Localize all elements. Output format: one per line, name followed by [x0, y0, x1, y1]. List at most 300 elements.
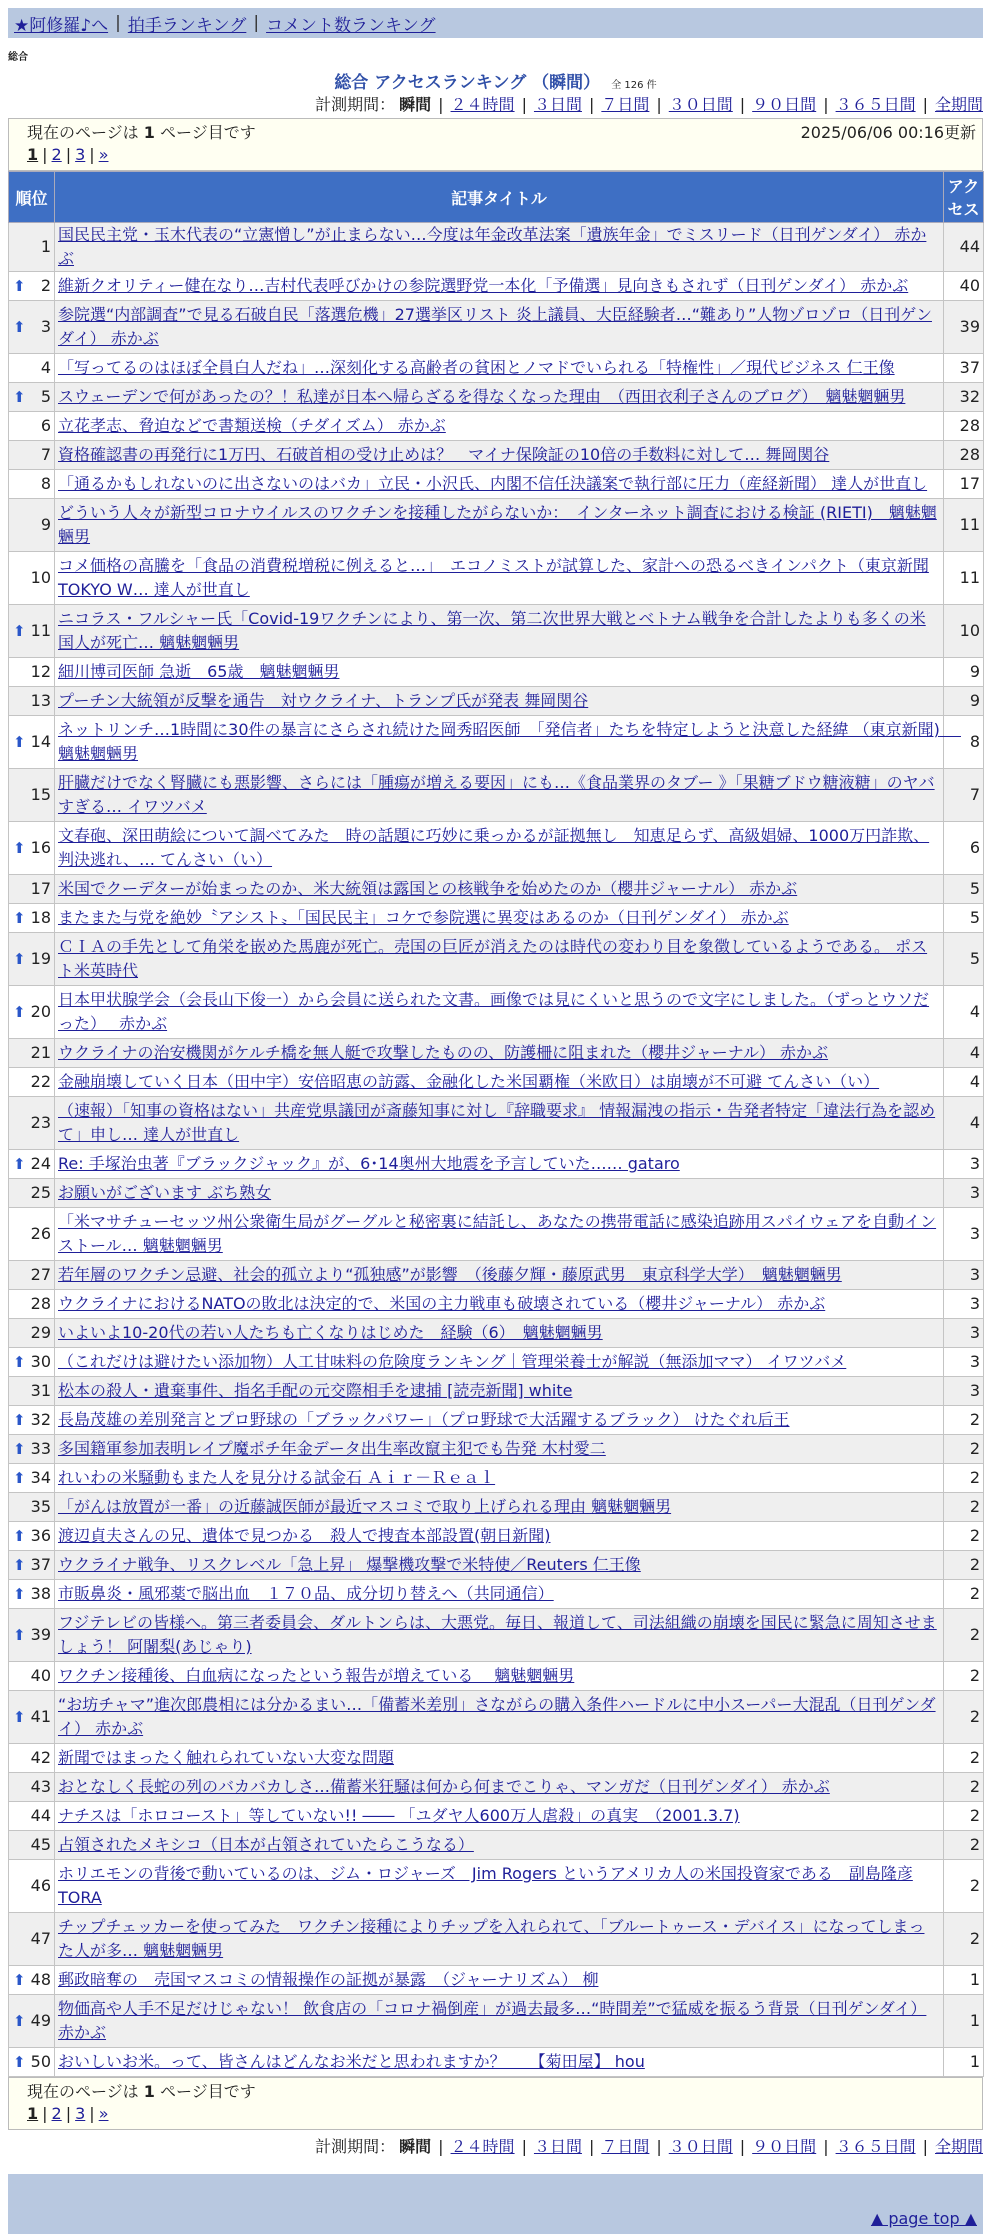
article-link[interactable]: 肝臓だけでなく腎臓にも悪影響、さらには「腫瘍が増える要因」にも…《食品業界のタブー 》「果糖ブドウ糖液糖」のヤバすぎる… イワツバメ	[58, 773, 935, 816]
table-row	[9, 354, 984, 383]
article-link[interactable]: 新聞ではまったく触れられていない大変な問題	[58, 1748, 395, 1767]
rank-cell	[9, 1208, 55, 1261]
access-count: 2	[944, 1913, 984, 1966]
rank-cell	[9, 1609, 55, 1662]
table-row	[9, 470, 984, 499]
rank-cell	[9, 658, 55, 687]
title-cell	[55, 1179, 944, 1208]
access-count: 2	[944, 1522, 984, 1551]
table-row	[9, 1097, 984, 1150]
article-link[interactable]: “お坊チャマ”進次郎農相には分かるまい…「備蓄米差別」さながらの購入条件ハードルに中小スーパー大混乱（日刊ゲンダイ） 赤かぶ	[58, 1695, 936, 1738]
article-link[interactable]: 「写ってるのはほぼ全員白人だね」…深刻化する高齢者の貧困とノマドでいられる「特権性」／現代ビジネス 仁王像	[58, 358, 895, 377]
rank-number: 10	[30, 568, 51, 587]
title-cell	[55, 716, 961, 769]
rank-up-arrow-icon: ⬆	[13, 1585, 26, 1603]
access-count: 11	[944, 499, 984, 552]
table-row	[9, 605, 984, 658]
article-link[interactable]: 参院選“内部調査”で見る石破自民「落選危機」27選挙区リスト 炎上議員、大臣経験者…“難あり”人物ゾロゾロ（日刊ゲンダイ） 赤かぶ	[58, 305, 932, 348]
rank-number: 45	[30, 1835, 51, 1854]
rank-number: 43	[30, 1777, 51, 1796]
pagination-top	[8, 118, 983, 171]
rank-cell	[9, 875, 55, 904]
rank-number: 15	[30, 785, 51, 804]
rank-number: 21	[30, 1043, 51, 1062]
access-count: 2	[944, 1860, 984, 1913]
rank-up-arrow-icon: ⬆	[13, 1971, 26, 1989]
rank-number: 36	[30, 1526, 51, 1545]
page-link[interactable]: 2	[51, 2104, 62, 2123]
table-row	[9, 933, 984, 986]
title-cell	[55, 1580, 944, 1609]
period-separator: |	[823, 95, 829, 114]
rank-number: 18	[30, 908, 51, 927]
rank-cell	[9, 1966, 55, 1995]
ranking-table	[8, 171, 984, 2077]
rank-cell	[9, 1150, 55, 1179]
access-count: 2	[944, 1802, 984, 1831]
article-link[interactable]: 金融崩壊していく日本（田中宇）安倍昭恵の訪露、金融化した米国覇権（米欧日）は崩壊が不可避 てんさい（い）	[58, 1072, 880, 1091]
title-cell	[55, 1773, 944, 1802]
title-cell	[55, 904, 944, 933]
article-link[interactable]: 細川博司医師 急逝 65歳 魑魅魍魎男	[58, 662, 340, 681]
rank-number: 22	[30, 1072, 51, 1091]
access-count: 9	[944, 658, 984, 687]
period-option-link[interactable]: ９０日間	[752, 95, 817, 114]
rank-number: 12	[30, 662, 51, 681]
title-cell	[55, 1097, 944, 1150]
article-link[interactable]: フジテレビの皆様へ。第三者委員会、ダルトンらは、大悪党。毎日、報道して、司法組織の崩壊を国民に緊急に周知させましょう！ 阿闍梨(あじゃり)	[58, 1613, 937, 1656]
rank-number: 46	[30, 1876, 51, 1895]
period-option-link[interactable]: 全期間	[934, 95, 983, 114]
period-option-link[interactable]: ７日間	[601, 95, 650, 114]
comment-ranking-link[interactable]: コメント数ランキング	[266, 15, 436, 36]
table-row	[9, 1208, 984, 1261]
table-row	[9, 1522, 984, 1551]
rank-cell	[9, 1744, 55, 1773]
rank-cell	[9, 1097, 55, 1150]
access-count: 2	[944, 1406, 984, 1435]
article-link[interactable]: ウクライナにおけるNATOの敗北は決定的で、米国の主力戦車も破壊されている（櫻井ジャーナル） 赤かぶ	[58, 1294, 826, 1313]
period-option-link[interactable]: ３６５日間	[835, 95, 916, 114]
rank-number: 24	[30, 1154, 51, 1173]
access-count: 4	[944, 986, 984, 1039]
article-link[interactable]: Re: 手塚治虫著『ブラックジャック』が、6･14奥州大地震を予言していた…… gataro	[58, 1154, 680, 1173]
period-option-link[interactable]: ２４時間	[450, 95, 515, 114]
table-row	[9, 1377, 984, 1406]
rank-up-arrow-icon: ⬆	[13, 1003, 26, 1021]
article-link[interactable]: ＣＩＡの手先として角栄を嵌めた馬鹿が死亡。売国の巨匠が消えたのは時代の変わり目を象徴しているようである。 ポスト米英時代	[58, 937, 928, 980]
rank-number: 33	[30, 1439, 51, 1458]
page-link[interactable]: »	[98, 2104, 109, 2123]
rank-up-arrow-icon: ⬆	[13, 1556, 26, 1574]
table-row	[9, 1493, 984, 1522]
article-link[interactable]: 資格確認書の再発行に1万円、石破首相の受け止めは？ マイナ保険証の10倍の手数料に対して… 舞岡関谷	[58, 445, 830, 464]
rank-number: 29	[30, 1323, 51, 1342]
access-count: 3	[944, 1290, 984, 1319]
rank-number: 2	[40, 276, 51, 295]
home-link[interactable]: ★阿修羅♪へ	[14, 15, 109, 36]
access-count: 3	[944, 1179, 984, 1208]
rank-up-arrow-icon: ⬆	[13, 1626, 26, 1644]
title-cell	[55, 552, 944, 605]
table-row	[9, 986, 984, 1039]
access-count: 5	[944, 904, 984, 933]
rank-cell	[9, 1406, 55, 1435]
period-option-link[interactable]: ７日間	[601, 2137, 650, 2156]
rank-cell	[9, 301, 55, 354]
rank-number: 27	[30, 1265, 51, 1284]
title-cell	[55, 1802, 944, 1831]
table-row	[9, 1179, 984, 1208]
table-row	[9, 1406, 984, 1435]
table-row	[9, 1348, 984, 1377]
access-count: 1	[944, 2048, 984, 2077]
article-link[interactable]: ワクチン接種後、白血病になったという報告が増えている 魑魅魍魎男	[58, 1666, 575, 1685]
access-count: 4	[944, 1097, 984, 1150]
title-cell	[55, 822, 944, 875]
article-link[interactable]: 「がんは放置が一番」の近藤誠医師が最近マスコミで取り上げられる理由 魑魅魍魎男	[58, 1497, 672, 1516]
title-cell	[55, 875, 944, 904]
rank-cell	[9, 687, 55, 716]
rank-cell	[9, 1039, 55, 1068]
article-link[interactable]: 長島茂雄の差別発言とプロ野球の「ブラックパワー」（プロ野球で大活躍するブラック） けたぐれ后王	[58, 1410, 790, 1429]
rank-cell	[9, 1913, 55, 1966]
article-link[interactable]: （これだけは避けたい添加物）人工甘味料の危険度ランキング｜管理栄養士が解説（無添加ママ） イワツバメ	[58, 1352, 847, 1371]
table-row	[9, 1913, 984, 1966]
title-cell	[55, 1913, 944, 1966]
period-option-link[interactable]: ９０日間	[752, 2137, 817, 2156]
access-count: 2	[944, 1493, 984, 1522]
title-cell	[55, 1551, 944, 1580]
access-count: 2	[944, 1609, 984, 1662]
title-cell	[55, 1860, 944, 1913]
page-link[interactable]: 2	[51, 145, 62, 164]
title-cell	[55, 223, 944, 272]
article-link[interactable]: チップチェッカーを使ってみた ワクチン接種によりチップを入れられて、「ブルートゥース・デバイス」になってしまった人が多… 魑魅魍魎男	[58, 1917, 925, 1960]
page-separator: |	[42, 2104, 48, 2123]
period-option-link[interactable]: ３６５日間	[835, 2137, 916, 2156]
rank-number: 50	[30, 2052, 51, 2071]
period-option-link[interactable]: ３０日間	[668, 95, 733, 114]
article-link[interactable]: 日本甲状腺学会（会長山下俊一）から会員に送られた文書。画像では見にくいと思うので文字にしました。（ずっとウソだった） 赤かぶ	[58, 990, 930, 1033]
table-row	[9, 658, 984, 687]
rank-cell	[9, 933, 55, 986]
page-link[interactable]: »	[98, 145, 109, 164]
rank-cell	[9, 1435, 55, 1464]
title-cell	[55, 2048, 944, 2077]
access-count: 3	[944, 1348, 984, 1377]
page-top-link[interactable]: ▲ page top ▲	[870, 2209, 977, 2228]
rank-number: 35	[30, 1497, 51, 1516]
rank-up-arrow-icon: ⬆	[13, 733, 26, 751]
rank-cell	[9, 1319, 55, 1348]
rank-up-arrow-icon: ⬆	[13, 1155, 26, 1173]
title-cell	[55, 933, 944, 986]
table-row	[9, 272, 984, 301]
rank-up-arrow-icon: ⬆	[13, 1440, 26, 1458]
title-cell	[55, 769, 944, 822]
title-cell	[55, 1522, 944, 1551]
access-count: 2	[944, 1744, 984, 1773]
rank-number: 42	[30, 1748, 51, 1767]
article-link[interactable]: 文春砲、深田萌絵について調べてみた 時の話題に巧妙に乗っかるが証拠無し 知恵足らず、高級娼婦、1000万円詐欺、判決逃れ、… てんさい（い）	[58, 826, 930, 869]
rank-cell	[9, 223, 55, 272]
rank-number: 19	[30, 949, 51, 968]
title-cell	[55, 1691, 944, 1744]
nav-separator: |	[253, 13, 260, 33]
article-link[interactable]: またまた与党を絶妙〝アシスト〟「国民民主」コケで参院選に異変はあるのか（日刊ゲンダイ） 赤かぶ	[58, 908, 789, 927]
article-link[interactable]: 松本の殺人・遺棄事件、指名手配の元交際相手を逮捕 [読売新聞] white	[58, 1381, 573, 1400]
rank-number: 8	[40, 474, 51, 493]
rank-cell	[9, 904, 55, 933]
rank-up-arrow-icon: ⬆	[13, 318, 26, 336]
article-link[interactable]: 若年層のワクチン忌避、社会的孤立より“孤独感”が影響 （後藤夕輝・藤原武男 東京科学大学） 魑魅魍魎男	[58, 1265, 842, 1284]
article-link[interactable]: ナチスは「ホロコースト」等していない!! ―― 「ユダヤ人600万人虐殺」の真実 （2001.3.7)	[58, 1806, 740, 1825]
article-link[interactable]: （速報）「知事の資格はない」共産党県議団が斎藤知事に対し『辞職要求』 情報漏洩の指示・告発者特定「違法行為を認めて」申し… 達人が世直し	[58, 1101, 936, 1144]
access-count: 4	[944, 1068, 984, 1097]
rank-cell	[9, 1179, 55, 1208]
table-row	[9, 1551, 984, 1580]
rank-up-arrow-icon: ⬆	[13, 950, 26, 968]
access-count: 28	[944, 412, 984, 441]
rank-number: 11	[30, 621, 51, 640]
article-link[interactable]: 多国籍軍参加表明レイプ魔ポチ年金データ出生率改竄主犯でも告発 木村愛二	[58, 1439, 606, 1458]
rank-cell	[9, 716, 55, 769]
rank-up-arrow-icon: ⬆	[13, 2012, 26, 2030]
period-separator: |	[521, 95, 527, 114]
article-link[interactable]: ウクライナ戦争、リスクレベル「急上昇」 爆撃機攻撃で米特使／Reuters 仁王像	[58, 1555, 641, 1574]
period-separator: |	[739, 95, 746, 114]
rank-number: 26	[30, 1224, 51, 1243]
rank-cell	[9, 470, 55, 499]
title-cell	[55, 1609, 944, 1662]
title-cell	[55, 1662, 944, 1691]
table-row	[9, 1831, 984, 1860]
table-row	[9, 1802, 984, 1831]
access-count: 3	[944, 1261, 984, 1290]
article-link[interactable]: 「通るかもしれないのに出さないのはバカ」立民・小沢氏、内閣不信任決議案で執行部に圧力（産経新聞） 達人が世直し	[58, 474, 928, 493]
article-link[interactable]: 米国でクーデターが始まったのか、米大統領は露国との核戦争を始めたのか（櫻井ジャーナル） 赤かぶ	[58, 879, 798, 898]
access-count: 4	[944, 1039, 984, 1068]
page-separator: |	[89, 145, 95, 164]
rank-cell	[9, 354, 55, 383]
title-cell	[55, 986, 944, 1039]
table-row	[9, 1039, 984, 1068]
table-row	[9, 412, 984, 441]
rank-up-arrow-icon: ⬆	[13, 622, 26, 640]
article-link[interactable]: 「米マサチューセッツ州公衆衛生局がグーグルと秘密裏に結託し、あなたの携帯電話に感染追跡用スパイウェアを自動インストール… 魑魅魍魎男	[58, 1212, 937, 1255]
article-link[interactable]: 立花孝志、脅迫などで書類送検（チダイズム） 赤かぶ	[58, 416, 446, 435]
rank-cell	[9, 605, 55, 658]
title-cell	[55, 687, 944, 716]
title-cell	[55, 1995, 944, 2048]
period-separator: |	[656, 2137, 662, 2156]
title-cell	[55, 1435, 944, 1464]
article-link[interactable]: 国民民主党・玉木代表の“立憲憎し”が止まらない…今度は年金改革法案「遺族年金」でミスリード（日刊ゲンダイ） 赤かぶ	[58, 225, 927, 268]
table-row	[9, 1319, 984, 1348]
current-page: 1	[27, 2104, 39, 2123]
title-cell	[55, 354, 944, 383]
title-cell	[55, 1464, 944, 1493]
article-link[interactable]: れいわの米騒動もまた人を見分ける試金石 Ａｉｒ－Ｒｅａｌ	[58, 1468, 496, 1487]
article-link[interactable]: 市販鼻炎・風邪薬で脳出血 １７０品、成分切り替えへ（共同通信）	[58, 1584, 554, 1603]
table-row	[9, 1068, 984, 1097]
title-cell	[55, 1261, 944, 1290]
rank-number: 47	[30, 1929, 51, 1948]
period-selector	[8, 2134, 983, 2160]
rank-cell	[9, 1802, 55, 1831]
rank-cell	[9, 1464, 55, 1493]
rank-cell	[9, 499, 55, 552]
rank-number: 17	[30, 879, 51, 898]
article-link[interactable]: コメ価格の高騰を「食品の消費税増税に例えると…」 エコノミストが試算した、家計への恐るべきインパクト（東京新聞TOKYO W… 達人が世直し	[58, 556, 929, 599]
title-cell	[55, 301, 944, 354]
rank-number: 1	[40, 237, 51, 256]
page-top-bar	[8, 2204, 983, 2234]
rank-cell	[9, 552, 55, 605]
access-count: 3	[944, 1377, 984, 1406]
period-option-link[interactable]: ３０日間	[668, 2137, 733, 2156]
clap-ranking-link[interactable]: 拍手ランキング	[127, 15, 247, 36]
period-separator: |	[521, 2137, 527, 2156]
article-link[interactable]: 渡辺貞夫さんの兄、遺体で見つかる 殺人で捜査本部設置(朝日新聞)	[58, 1526, 551, 1545]
access-count: 1	[944, 1995, 984, 2048]
article-link[interactable]: おとなしく長蛇の列のバカバカしさ…備蓄米狂騒は何から何までこりゃ、マンガだ（日刊ゲンダイ） 赤かぶ	[58, 1777, 830, 1796]
title-cell	[55, 1377, 944, 1406]
period-separator: |	[823, 2137, 829, 2156]
article-link[interactable]: どういう人々が新型コロナウイルスのワクチンを接種したがらないか： インターネット調査における検証 (RIETI) 魑魅魍魎男	[58, 503, 937, 546]
access-count: 40	[944, 272, 984, 301]
title-cell	[55, 605, 944, 658]
rank-number: 39	[30, 1625, 51, 1644]
title-cell	[55, 1290, 944, 1319]
access-count: 37	[944, 354, 984, 383]
period-separator: |	[438, 95, 444, 114]
access-count: 44	[944, 223, 984, 272]
table-row	[9, 1662, 984, 1691]
article-link[interactable]: スウェーデンで何があったの？！私達が日本へ帰らざるを得なくなった理由 （西田衣利子さんのブログ） 魑魅魍魎男	[58, 387, 906, 406]
page-link[interactable]: 3	[75, 145, 86, 164]
article-link[interactable]: 郵政暗奪の 売国マスコミの情報操作の証拠が暴露 （ジャーナリズム） 柳	[58, 1970, 599, 1989]
rank-number: 9	[40, 515, 51, 534]
rank-number: 30	[30, 1352, 51, 1371]
access-count: 1	[944, 1966, 984, 1995]
rank-cell	[9, 1662, 55, 1691]
rank-cell	[9, 272, 55, 301]
access-count: 2	[944, 1691, 984, 1744]
table-row	[9, 875, 984, 904]
article-link[interactable]: プーチン大統領が反撃を通告 対ウクライナ、トランプ氏が発表 舞岡関谷	[58, 691, 589, 710]
rank-up-arrow-icon: ⬆	[13, 1708, 26, 1726]
title-header: 記事タイトル	[55, 172, 944, 223]
page-link[interactable]: 3	[75, 2104, 86, 2123]
page-status: 現在のページは 1 ページ目です	[27, 123, 256, 142]
table-row	[9, 822, 984, 875]
access-count: 10	[944, 605, 984, 658]
article-link[interactable]: ニコラス・フルシャー氏「Covid-19ワクチンにより、第一次、第二次世界大戦とベトナム戦争を合計したよりも多くの米国人が死亡… 魑魅魍魎男	[58, 609, 926, 652]
table-row	[9, 301, 984, 354]
rank-number: 3	[40, 317, 51, 336]
article-link[interactable]: おいしいお米。って、皆さんはどんなお米だと思われますか？ 【菊田屋】 hou	[58, 2052, 645, 2071]
rank-up-arrow-icon: ⬆	[13, 1527, 26, 1545]
article-link[interactable]: 物価高や人手不足だけじゃない！ 飲食店の「コロナ禍倒産」が過去最多…“時間差”で猛威を振るう背景（日刊ゲンダイ） 赤かぶ	[58, 1999, 927, 2042]
table-row	[9, 1966, 984, 1995]
access-count: 2	[944, 1831, 984, 1860]
table-row	[9, 223, 984, 272]
rank-number: 14	[30, 732, 51, 751]
title-cell	[55, 1039, 944, 1068]
title-cell	[55, 1493, 944, 1522]
access-count: 39	[944, 301, 984, 354]
article-link[interactable]: お願いがございます ぶち熟女	[58, 1183, 272, 1202]
period-option-link[interactable]: ２４時間	[450, 2137, 515, 2156]
rank-cell	[9, 1551, 55, 1580]
access-count: 32	[944, 383, 984, 412]
rank-up-arrow-icon: ⬆	[13, 1411, 26, 1429]
article-link[interactable]: ネットリンチ…1時間に30件の暴言にさらされ続けた岡秀昭医師 「発信者」たちを特定しようと決意した経緯 （東京新聞) 魑魅魍魎男	[58, 720, 961, 763]
nav-separator: |	[115, 13, 121, 33]
period-current: 瞬間	[399, 2137, 432, 2156]
rank-number: 48	[30, 1970, 51, 1989]
table-row	[9, 1609, 984, 1662]
updated-timestamp: 2025/06/06 00:16更新	[800, 123, 976, 142]
page-separator: |	[65, 2104, 72, 2123]
title-cell	[55, 1966, 944, 1995]
table-row	[9, 1150, 984, 1179]
table-row	[9, 1580, 984, 1609]
rank-cell	[9, 1493, 55, 1522]
article-link[interactable]: ホリエモンの背後で動いているのは、ジム・ロジャーズ Jim Rogers というアメリカ人の米国投資家である 副島隆彦 TORA	[58, 1864, 913, 1907]
period-separator: |	[438, 2137, 444, 2156]
rank-cell	[9, 1377, 55, 1406]
access-count: 2	[944, 1551, 984, 1580]
page-links	[27, 2103, 976, 2125]
rank-cell	[9, 1348, 55, 1377]
rank-number: 37	[30, 1555, 51, 1574]
rank-cell	[9, 1773, 55, 1802]
rank-up-arrow-icon: ⬆	[13, 388, 26, 406]
access-count: 11	[944, 552, 984, 605]
article-link[interactable]: いよいよ10-20代の若い人たちも亡くなりはじめた 経験（6） 魑魅魍魎男	[58, 1323, 603, 1342]
period-option-link[interactable]: ３日間	[533, 2137, 582, 2156]
period-option-link[interactable]: 全期間	[934, 2137, 983, 2156]
rank-cell	[9, 1860, 55, 1913]
title-cell	[55, 441, 944, 470]
access-count: 7	[944, 769, 984, 822]
rank-up-arrow-icon: ⬆	[13, 1353, 26, 1371]
article-link[interactable]: ウクライナの治安機関がケルチ橋を無人艇で攻撃したものの、防護柵に阻まれた（櫻井ジャーナル） 赤かぶ	[58, 1043, 829, 1062]
access-count: 9	[944, 687, 984, 716]
rank-number: 13	[30, 691, 51, 710]
rank-number: 28	[30, 1294, 51, 1313]
article-link[interactable]: 維新クオリティー健在なり…吉村代表呼びかけの参院選野党一本化「予備選」見向きもされず（日刊ゲンダイ） 赤かぶ	[58, 276, 909, 295]
rank-up-arrow-icon: ⬆	[13, 2053, 26, 2071]
rank-up-arrow-icon: ⬆	[13, 909, 26, 927]
article-link[interactable]: 占領されたメキシコ（日本が占領されていたらこうなる）	[58, 1835, 474, 1854]
page-title: 総合 アクセスランキング （瞬間）	[334, 73, 601, 93]
rank-number: 16	[30, 838, 51, 857]
rank-cell	[9, 1691, 55, 1744]
table-row	[9, 769, 984, 822]
title-cell	[55, 1744, 944, 1773]
rank-number: 31	[30, 1381, 51, 1400]
page-separator: |	[89, 2104, 95, 2123]
table-row	[9, 1261, 984, 1290]
access-count: 28	[944, 441, 984, 470]
period-option-link[interactable]: ３日間	[533, 95, 582, 114]
period-separator: |	[739, 2137, 746, 2156]
title-cell	[55, 1150, 944, 1179]
